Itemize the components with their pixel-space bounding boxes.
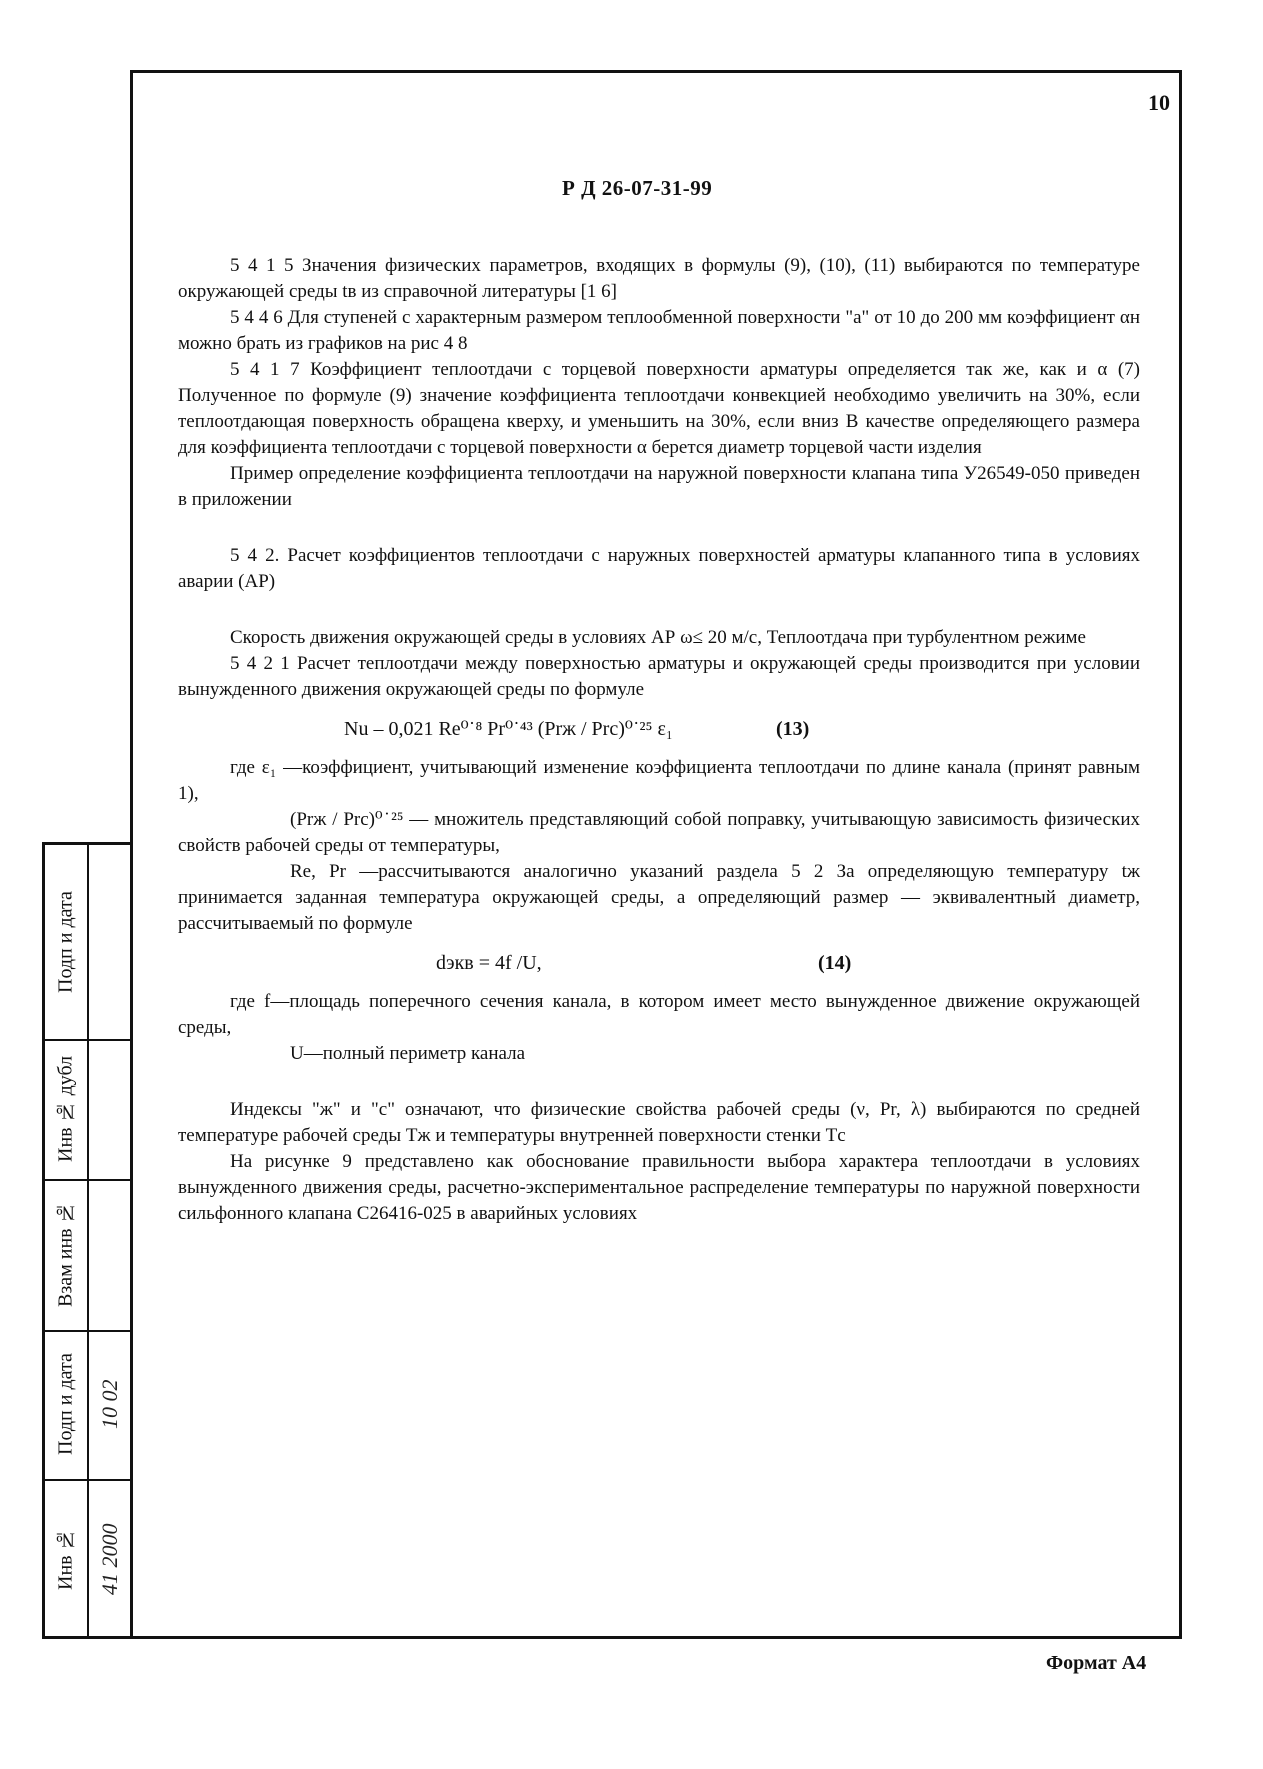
paragraph-5421: 5 4 2 1 Расчет теплоотдачи между поверхностью арматуры и окружающей среды производится при условии вынужденного движения окружающей среды по формуле: [178, 653, 1140, 700]
stamp-label-sign-date: Подп и дата: [54, 1353, 77, 1456]
paragraph-5446: 5 4 4 6 Для ступеней с характерным размером теплообменной поверхности "а" от 10 до 200 мм коэффициент αн можно брать из графиков на рис 4 8: [178, 307, 1140, 354]
paragraph-speed: Скорость движения окружающей среды в условиях АР ω≤ 20 м/с, Теплоотдача при турбулентном режиме: [230, 627, 1086, 648]
formula-13-expression: Nu – 0,021 Re⁰˙⁸ Pr⁰˙⁴³ (Prж / Prс)⁰˙²⁵ ε₁: [344, 718, 673, 740]
stamp-label-replace-inv: Взам инв №: [54, 1201, 77, 1308]
paragraph-re-pr: Re, Pr —рассчитываются аналогично указаний раздела 5 2 За определяющую температуру tж принимается заданная температура окружающей среды, а определяющий размер — эквивалентный диаметр, рассчитываемый по формуле: [178, 861, 1140, 934]
paragraph-example: Пример определение коэффициента теплоотдачи на наружной поверхности клапана типа У26549-050 приведен в приложении: [178, 463, 1140, 510]
formula-13: [178, 703, 1140, 755]
stamp-label-sign-date-top: Подп и дата: [54, 891, 77, 993]
formula-14-number: (14): [818, 952, 852, 974]
approval-stamp: [42, 842, 130, 1639]
formula-14-expression: dэкв = 4f /U,: [436, 952, 542, 974]
paragraph-where-eps: где ε₁ —коэффициент, учитывающий изменение коэффициента теплоотдачи по длине канала (принят равным 1),: [178, 757, 1140, 804]
page-number: 10: [1148, 90, 1170, 115]
page-format-label: Формат А4: [1046, 1652, 1147, 1674]
handwritten-date: 10 02: [97, 1379, 122, 1430]
stamp-label-dup-inv: Инв № дубл: [54, 1055, 77, 1163]
paragraph-5415: 5 4 1 5 Значения физических параметров, входящих в формулы (9), (10), (11) выбираются по температуре окружающей среды tв из справочной литературы [1 6]: [178, 255, 1140, 302]
paragraph-5417: 5 4 1 7 Коэффициент теплоотдачи с торцевой поверхности арматуры определяется так же, как и α (7) Полученное по формуле (9) значение коэффициента теплоотдачи конвекцией необходимо увеличить на 30%, если теплоотдающая поверхность обращена кверху, и уменьшить на 30%, если вниз В качестве определяющего размера для коэффициента теплоотдачи с торцевой поверхности α берется диаметр торцевой части изделия: [178, 359, 1140, 458]
paragraph-figure-9: На рисунке 9 представлено как обоснование правильности выбора характера теплоотдачи в условиях вынужденного движения среды, расчетно-экспериментальное распределение температуры по наружной поверхности сильфонного клапана С26416-025 в аварийных условиях: [178, 1151, 1140, 1224]
section-heading-542: 5 4 2. Расчет коэффициентов теплоотдачи с наружных поверхностей арматуры клапанного типа в условиях аварии (АР): [178, 545, 1140, 592]
paragraph-perimeter: U—полный периметр канала: [290, 1043, 526, 1064]
paragraph-indices: Индексы "ж" и "с" означают, что физические свойства рабочей среды (ν, Pr, λ) выбираются по средней температуре рабочей среды Tж и температуры внутренней поверхности стенки Tс: [178, 1099, 1140, 1146]
paragraph-multiplier: (Prж / Prс)⁰˙²⁵ — множитель представляющий собой поправку, учитывающую зависимость физических свойств рабочей среды от температуры,: [178, 809, 1140, 856]
formula-14: [178, 937, 1140, 989]
handwritten-inventory-number: 41 2000: [97, 1523, 122, 1595]
document-body: [178, 253, 1140, 1227]
handwritten-signature-date: [93, 1330, 127, 1479]
paragraph-where-f: где f—площадь поперечного сечения канала, в котором имеет место вынужденное движение окружающей среды,: [178, 991, 1140, 1038]
formula-13-number: (13): [776, 718, 810, 740]
stamp-label-orig-inv: Инв №: [54, 1528, 77, 1590]
document-code: Р Д 26-07-31-99: [562, 176, 713, 200]
